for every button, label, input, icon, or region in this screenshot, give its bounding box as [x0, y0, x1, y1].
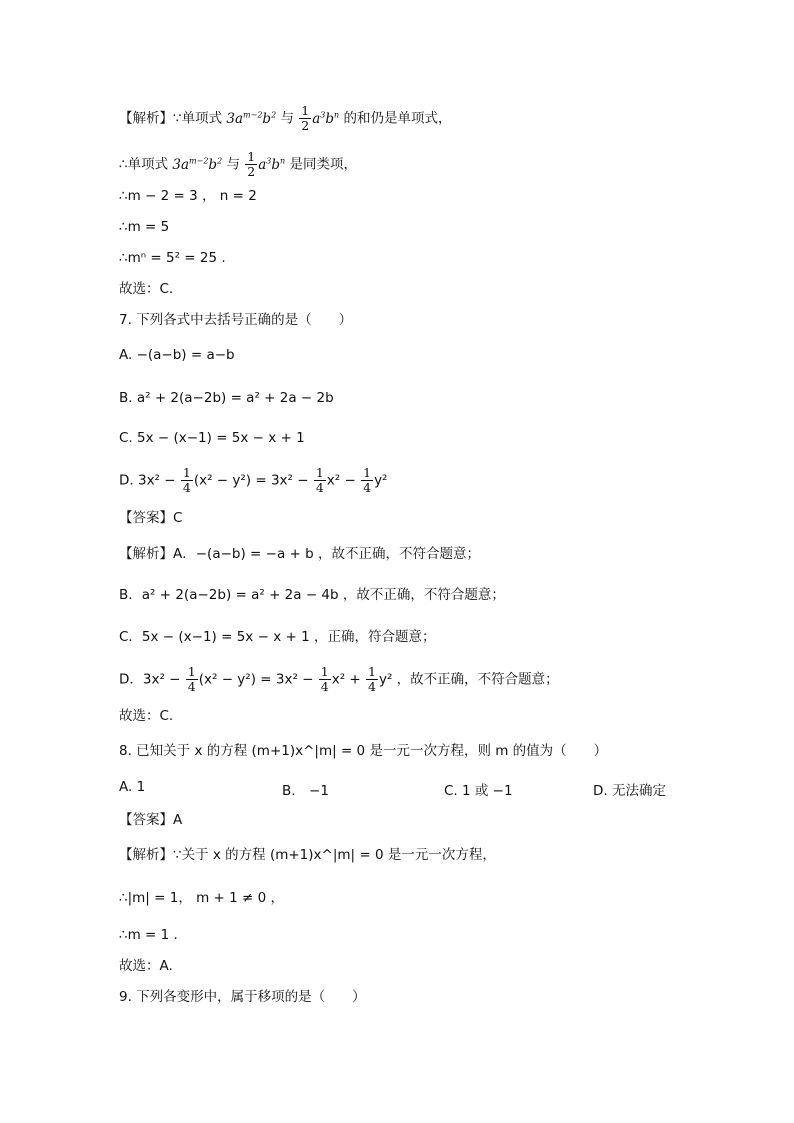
q9-stem: 9. 下列各变形中，属于移项的是（ ）	[119, 989, 366, 1005]
q6-choice: 故选：C.	[119, 281, 174, 297]
q8-stem: 8. 已知关于 x 的方程 (m+1)x^|m| = 0 是一元一次方程，则 m 的值为（ ）	[119, 743, 608, 759]
q7-analysis-d: D．3x² − $\frac{1}{4}$ (x² − y²) = 3x² − $\frac{1}{4}$ x² + $\frac{1}{4}$ y² ，故不正确，不符合题意；	[119, 664, 559, 694]
q6-analysis-line4: ∴m = 5	[119, 219, 170, 235]
monomial-2: $a^3b^n$	[312, 110, 340, 127]
fraction-quarter: $\frac{1}{4}$	[315, 465, 324, 495]
q7-option-c: C. 5x − (x−1) = 5x − x + 1	[119, 430, 305, 446]
q8-analysis-line3: ∴m = 1 .	[119, 927, 178, 943]
fraction-quarter: $\frac{1}{4}$	[182, 465, 191, 495]
q8-answer: 【答案】A	[119, 812, 183, 828]
q6-analysis-line5: ∴mⁿ = 5² = 25 .	[119, 250, 226, 266]
q7-option-a: A. −(a−b) = a−b	[119, 347, 235, 363]
q8-analysis-line1: 【解析】∵关于 x 的方程 (m+1)x^|m| = 0 是一元一次方程，	[119, 847, 496, 863]
q8-option-c: C. 1 或 −1	[444, 783, 513, 799]
q7-answer: 【答案】C	[119, 510, 183, 526]
fraction-quarter: $\frac{1}{4}$	[187, 664, 196, 694]
monomial-2: $a^3b^n$	[258, 156, 286, 173]
q7-choice: 故选：C.	[119, 708, 174, 724]
fraction-quarter: $\frac{1}{4}$	[320, 664, 329, 694]
q6-analysis-line2: ∴单项式 $3a^{m-2}b^2$ 与 $\frac{1}{2}$ $a^3b^n$ 是同类项，	[119, 149, 357, 179]
fraction-quarter: $\frac{1}{4}$	[368, 664, 376, 694]
monomial-1: $3a^{m-2}b^2$	[226, 110, 277, 127]
q8-option-d: D. 无法确定	[593, 783, 666, 799]
q8-choice: 故选：A.	[119, 958, 173, 974]
q7-analysis-a: 【解析】A．−(a−b) = −a + b ，故不正确，不符合题意；	[119, 546, 480, 562]
q7-stem: 7. 下列各式中去括号正确的是（ ）	[119, 312, 353, 328]
q8-option-a: A. 1	[119, 779, 146, 795]
fraction-quarter: $\frac{1}{4}$	[363, 465, 372, 495]
q8-analysis-line2: ∴|m| = 1， m + 1 ≠ 0 ，	[119, 890, 285, 906]
q7-option-b: B. a² + 2(a−2b) = a² + 2a − 2b	[119, 390, 334, 406]
q7-analysis-c: C．5x − (x−1) = 5x − x + 1 ，正确，符合题意；	[119, 629, 436, 645]
monomial-1: $3a^{m-2}b^2$	[172, 156, 223, 173]
q8-option-b: B. −1	[282, 783, 329, 799]
fraction-half: $\frac{1}{2}$	[301, 103, 310, 133]
q7-option-d: D. 3x² − $\frac{1}{4}$ (x² − y²) = 3x² − $\frac{1}{4}$ x² − $\frac{1}{4}$ y²	[119, 465, 388, 495]
fraction-half: $\frac{1}{2}$	[247, 149, 256, 179]
q7-analysis-b: B．a² + 2(a−2b) = a² + 2a − 4b ，故不正确，不符合题意；	[119, 587, 505, 603]
q6-analysis-line3: ∴m − 2 = 3 ， n = 2	[119, 188, 257, 204]
q6-analysis-line1: 【解析】∵单项式 $3a^{m-2}b^2$ 与 $\frac{1}{2}$ $a^3b^n$ 的和仍是单项式，	[119, 103, 452, 133]
